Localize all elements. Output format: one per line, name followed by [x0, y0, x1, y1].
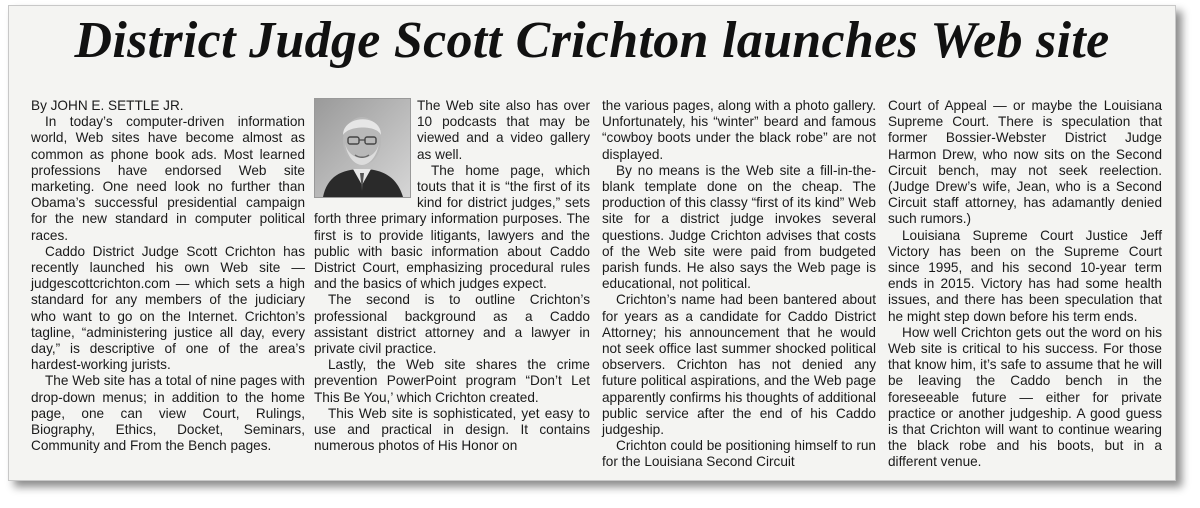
byline: By JOHN E. SETTLE JR. [31, 98, 184, 113]
paragraph: Crichton’s name had been bantered about for years as a candidate for Caddo District Attorney; his announcement that he would not seek office last summer shocked political observers. Crichton has not denied any future political aspirations, and the Web page apparently confirms his thoughts of additional public service after the end of his Caddo judgeship. [602, 292, 876, 438]
paragraph: The Web site has a total of nine pages with drop-down menus; in addition to the home page, one can view Court, Rulings, Biography, Ethics, Docket, Seminars, Community and From the Bench pages. [31, 373, 305, 454]
paragraph: Crichton could be positioning himself to run for the Louisiana Second Circuit [602, 438, 876, 470]
paragraph: The second is to outline Crichton’s professional background as a Caddo assistant district attorney and a lawyer in private civil practice. [314, 292, 590, 357]
paragraph: Louisiana Supreme Court Justice Jeff Victory has been on the Supreme Court since 1995, and his second 10-year term ends in 2015. Victory has had some health issues, and there has been speculation that he might step down before his term ends. [888, 227, 1162, 324]
paragraph: the various pages, along with a photo gallery. Unfortunately, his “winter” beard and famous “cowboy boots under the black robe” are not displayed. [602, 98, 876, 162]
judge-portrait-photo [314, 98, 411, 198]
column-3 [602, 98, 876, 471]
paragraph: In today’s computer-driven information world, Web sites have become almost as common as phone book ads. Most learned professions have endorsed Web site marketing. One need look no further than Obama’s successful presidential campaign for the new standard in computer political races. [31, 114, 305, 243]
paragraph: How well Crichton gets out the word on his Web site is critical to his success. For those that know him, it’s safe to assume that he will be leaving the Caddo bench in the foreseeable future — either for private practice or another judgeship. A good guess is that Crichton will want to continue wearing the black robe and his boots, but in a different venue. [888, 324, 1162, 470]
column-2 [314, 98, 590, 454]
paragraph: Caddo District Judge Scott Crichton has recently launched his own Web site — judgescottcrichton.com — which sets a high standard for any members of the judiciary who want to go on the Internet. Crichton’s tagline, “administering justice all day, every day,” is descriptive of one of the area’s hardest-working jurists. [31, 243, 305, 373]
paragraph: The Web site also has over 10 podcasts that may be viewed and a video gallery as well. [417, 98, 590, 162]
paragraph: This Web site is sophisticated, yet easy to use and practical in design. It contains numerous photos of His Honor on [314, 405, 590, 454]
column-4 [888, 98, 1162, 471]
paragraph: The home page, which touts that it is “the first of its kind for district judges,” sets forth three primary information purposes. The first is to provide litigants, lawyers and the public with basic information about Caddo District Court, emphasizing procedural rules and the basics of which judges expect. [314, 162, 590, 292]
newspaper-clipping [8, 5, 1176, 481]
paragraph: Court of Appeal — or maybe the Louisiana Supreme Court. There is speculation that former Bossier-Webster District Judge Harmon Drew, who now sits on the Second Circuit bench, may not seek reelection. (Judge Drew’s wife, Jean, who is a Second Circuit staff attorney, has adamantly denied such rumors.) [888, 98, 1162, 227]
paragraph: Lastly, the Web site shares the crime prevention PowerPoint program “Don’t Let This Be You,’ which Crichton created. [314, 357, 590, 405]
paragraph: By no means is the Web site a fill-in-the-blank template done on the cheap. The production of this classy “first of its kind” Web site for a district judge invokes several questions. Judge Crichton advises that costs of the Web site were paid from budgeted parish funds. He also says the Web page is educational, not political. [602, 162, 876, 292]
column-1 [31, 98, 305, 454]
headline: District Judge Scott Crichton launches Web site [74, 12, 1110, 69]
